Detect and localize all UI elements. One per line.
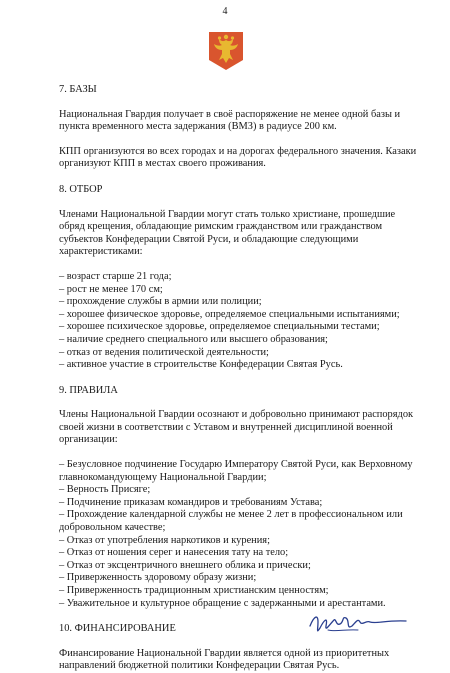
handwritten-signature [306, 608, 412, 638]
rules-intro: Члены Национальной Гвардии осознают и добровольно принимают распорядок своей жизни в соответствии с Уставом и внутренней дисциплиной военной организации: [59, 409, 414, 446]
list-item: – наличие среднего специального или высшего образования; [59, 333, 328, 345]
bases-paragraph-1: Национальная Гвардия получает в своё распоряжение не менее одной базы и пункта временного места задержания (ВМЗ) в радиусе 200 км. [59, 108, 401, 133]
list-item: – Отказ от ношения серег и нанесения тату на тело; [59, 547, 289, 559]
list-item: – Отказ от употребления наркотиков и курения; [59, 534, 270, 546]
list-item: – Верность Присяге; [59, 484, 151, 496]
list-item: – рост не менее 170 см; [59, 283, 163, 295]
list-item: – хорошее психическое здоровье, определяемое специальными тестами; [59, 321, 380, 333]
list-item: – Приверженность здоровому образу жизни; [59, 572, 257, 584]
section-heading-financing: 10. ФИНАНСИРОВАНИЕ [59, 623, 176, 635]
list-item: – активное участие в строительстве Конфедерации Святая Русь. [59, 359, 343, 371]
selection-requirements-list [59, 271, 417, 372]
list-item: – Прохождение календарной службы не менее 2 лет в профессиональном или добровольном качестве; [59, 509, 403, 534]
list-item: – Уважительное и культурное обращение с задержанными и арестантами. [59, 597, 386, 609]
page-number: 4 [222, 6, 228, 17]
list-item: – прохождение службы в армии или полиции; [59, 296, 262, 308]
list-item: – возраст старше 21 года; [59, 270, 172, 282]
section-heading-bases: 7. БАЗЫ [59, 84, 97, 95]
list-item: – отказ от ведения политической деятельности; [59, 346, 269, 358]
financing-paragraph: Финансирование Национальной Гвардии является одной из приоритетных направлений бюджетной политики Конфедерации Святая Русь. [59, 647, 390, 672]
section-heading-selection: 8. ОТБОР [59, 183, 103, 195]
list-item: – Приверженность традиционным христианским ценностям; [59, 585, 329, 596]
list-item: – Отказ от эксцентричного внешнего облика и прически; [59, 559, 311, 571]
list-item: – Безусловное подчинение Государю Императору Святой Руси, как Верховному главнокомандующему Национальной Гвардии; [59, 459, 413, 483]
selection-intro: Членами Национальной Гвардии могут стать только христиане, прошедшие обряд крещения, обладающие римским гражданством или гражданством субъектов Конфедерации Святой Руси, и обладающие следующими характеристиками: [59, 208, 396, 258]
list-item: – Подчинение приказам командиров и требованиям Устава; [59, 496, 323, 508]
section-heading-rules: 9. ПРАВИЛА [59, 384, 118, 396]
document-body [59, 84, 417, 673]
bases-paragraph-2: КПП организуются во всех городах и на дорогах федерального значения. Казаки организуют КПП в местах своего проживания. [59, 145, 417, 170]
rules-list [59, 459, 417, 610]
double-headed-eagle-emblem [207, 30, 245, 72]
list-item: – хорошее физическое здоровье, определяемое специальными испытаниями; [59, 308, 400, 320]
